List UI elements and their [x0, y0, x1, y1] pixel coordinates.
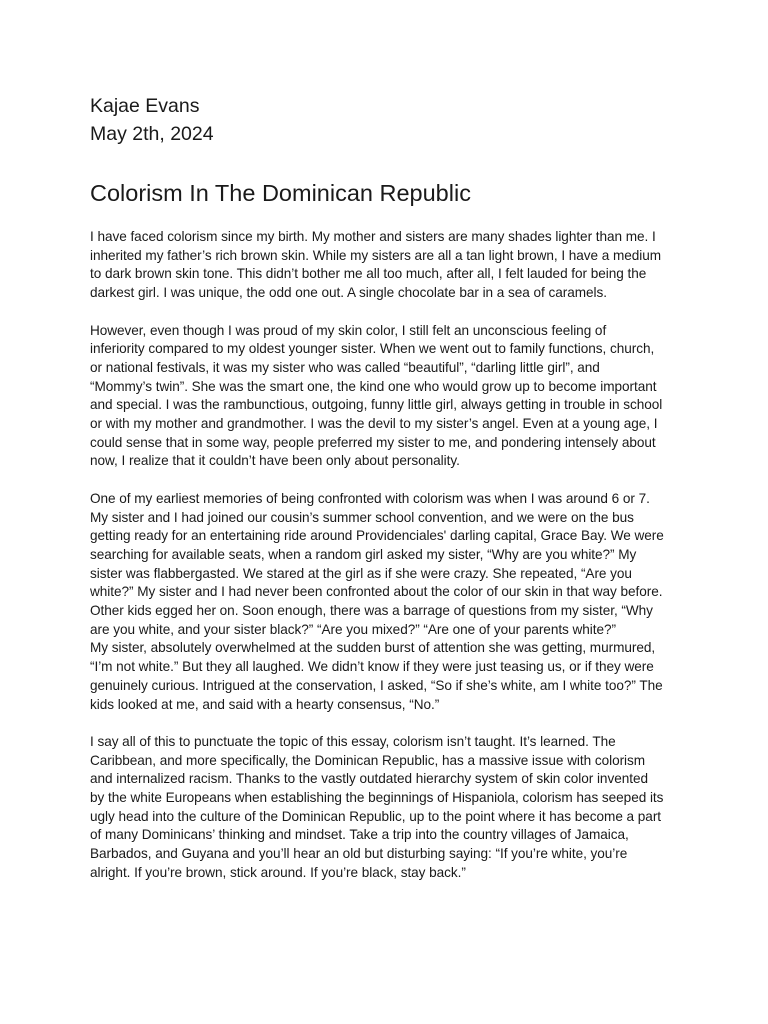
paragraph-line: or national festivals, it was my sister who was called “beautiful”, “darling little girl”, and	[90, 359, 600, 375]
author-name: Kajae Evans	[90, 95, 200, 117]
paragraph-line: “Mommy’s twin”. She was the smart one, the kind one who would grow up to become important	[90, 378, 657, 394]
document-page	[90, 92, 690, 901]
paragraph-line: and internalized racism. Thanks to the vastly outdated hierarchy system of skin color invented	[90, 771, 648, 787]
body-paragraph	[90, 490, 690, 714]
paragraph-line: to dark brown skin tone. This didn’t bother me all too much, after all, I felt lauded for being the	[90, 266, 647, 282]
paragraph-line: Caribbean, and more specifically, the Dominican Republic, has a massive issue with colorism	[90, 752, 646, 768]
paragraph-line: could sense that in some way, people preferred my sister to me, and pondering intensely about	[90, 434, 656, 450]
paragraph-line: are you white, and your sister black?” “Are you mixed?” “Are one of your parents white?”	[90, 621, 617, 637]
paragraph-line: by the white Europeans when establishing the beginnings of Hispaniola, colorism has seeped its	[90, 790, 664, 806]
paragraph-line: now, I realize that it couldn’t have been only about personality.	[90, 453, 460, 469]
paragraph-line: and special. I was the rambunctious, outgoing, funny little girl, always getting in trouble in school	[90, 397, 663, 413]
paragraph-line: I say all of this to punctuate the topic of this essay, colorism isn’t taught. It’s learned. The	[90, 733, 616, 749]
paragraph-line: kids looked at me, and said with a hearty consensus, “No.”	[90, 696, 440, 712]
paragraph-line: searching for available seats, when a random girl asked my sister, “Why are you white?” My	[90, 546, 637, 562]
paragraph-line: genuinely curious. Intrigued at the conservation, I asked, “So if she’s white, am I white too?” The	[90, 677, 663, 693]
paragraph-line: of many Dominicans’ thinking and mindset. Take a trip into the country villages of Jamaica,	[90, 827, 629, 843]
body-paragraph	[90, 733, 690, 883]
paragraph-line: darkest girl. I was unique, the odd one out. A single chocolate bar in a sea of caramels.	[90, 285, 607, 301]
paragraph-line: ugly head into the culture of the Dominican Republic, up to the point where it has become a part	[90, 808, 662, 824]
body-paragraph	[90, 322, 690, 472]
body-paragraph	[90, 228, 690, 303]
paragraph-line: Other kids egged her on. Soon enough, there was a barrage of questions from my sister, “Why	[90, 603, 653, 619]
paragraph-line: inherited my father’s rich brown skin. While my sisters are all a tan light brown, I have a medium	[90, 247, 662, 263]
paragraph-line: However, even though I was proud of my skin color, I still felt an unconscious feeling of	[90, 322, 607, 338]
paragraph-line: “I’m not white.” But they all laughed. We didn’t know if they were just teasing us, or if they were	[90, 659, 654, 675]
paragraph-line: Barbados, and Guyana and you’ll hear an old but disturbing saying: “If you’re white, you’re	[90, 846, 628, 862]
document-title: Colorism In The Dominican Republic	[90, 180, 471, 206]
paragraph-line: or with my mother and grandmother. I was the devil to my sister’s angel. Even at a young age, I	[90, 416, 658, 432]
document-date: May 2th, 2024	[90, 123, 214, 145]
paragraph-line: My sister and I had joined our cousin’s summer school convention, and we were on the bus	[90, 509, 634, 525]
paragraph-line: sister was flabbergasted. We stared at the girl as if she were crazy. She repeated, “Are you	[90, 565, 632, 581]
document-header	[90, 92, 690, 148]
paragraph-line: I have faced colorism since my birth. My mother and sisters are many shades lighter than me. I	[90, 229, 656, 244]
document-body	[90, 228, 690, 883]
paragraph-line: One of my earliest memories of being confronted with colorism was when I was around 6 or 7.	[90, 490, 650, 506]
paragraph-line: getting ready for an entertaining ride around Providenciales' darling capital, Grace Bay. We were	[90, 528, 664, 544]
paragraph-line: inferiority compared to my oldest younger sister. When we went out to family functions, church,	[90, 341, 655, 357]
paragraph-line: My sister, absolutely overwhelmed at the sudden burst of attention she was getting, murmured,	[90, 640, 656, 656]
paragraph-line: alright. If you’re brown, stick around. If you’re black, stay back.”	[90, 864, 466, 880]
paragraph-line: white?” My sister and I had never been confronted about the color of our skin in that way before.	[90, 584, 663, 600]
